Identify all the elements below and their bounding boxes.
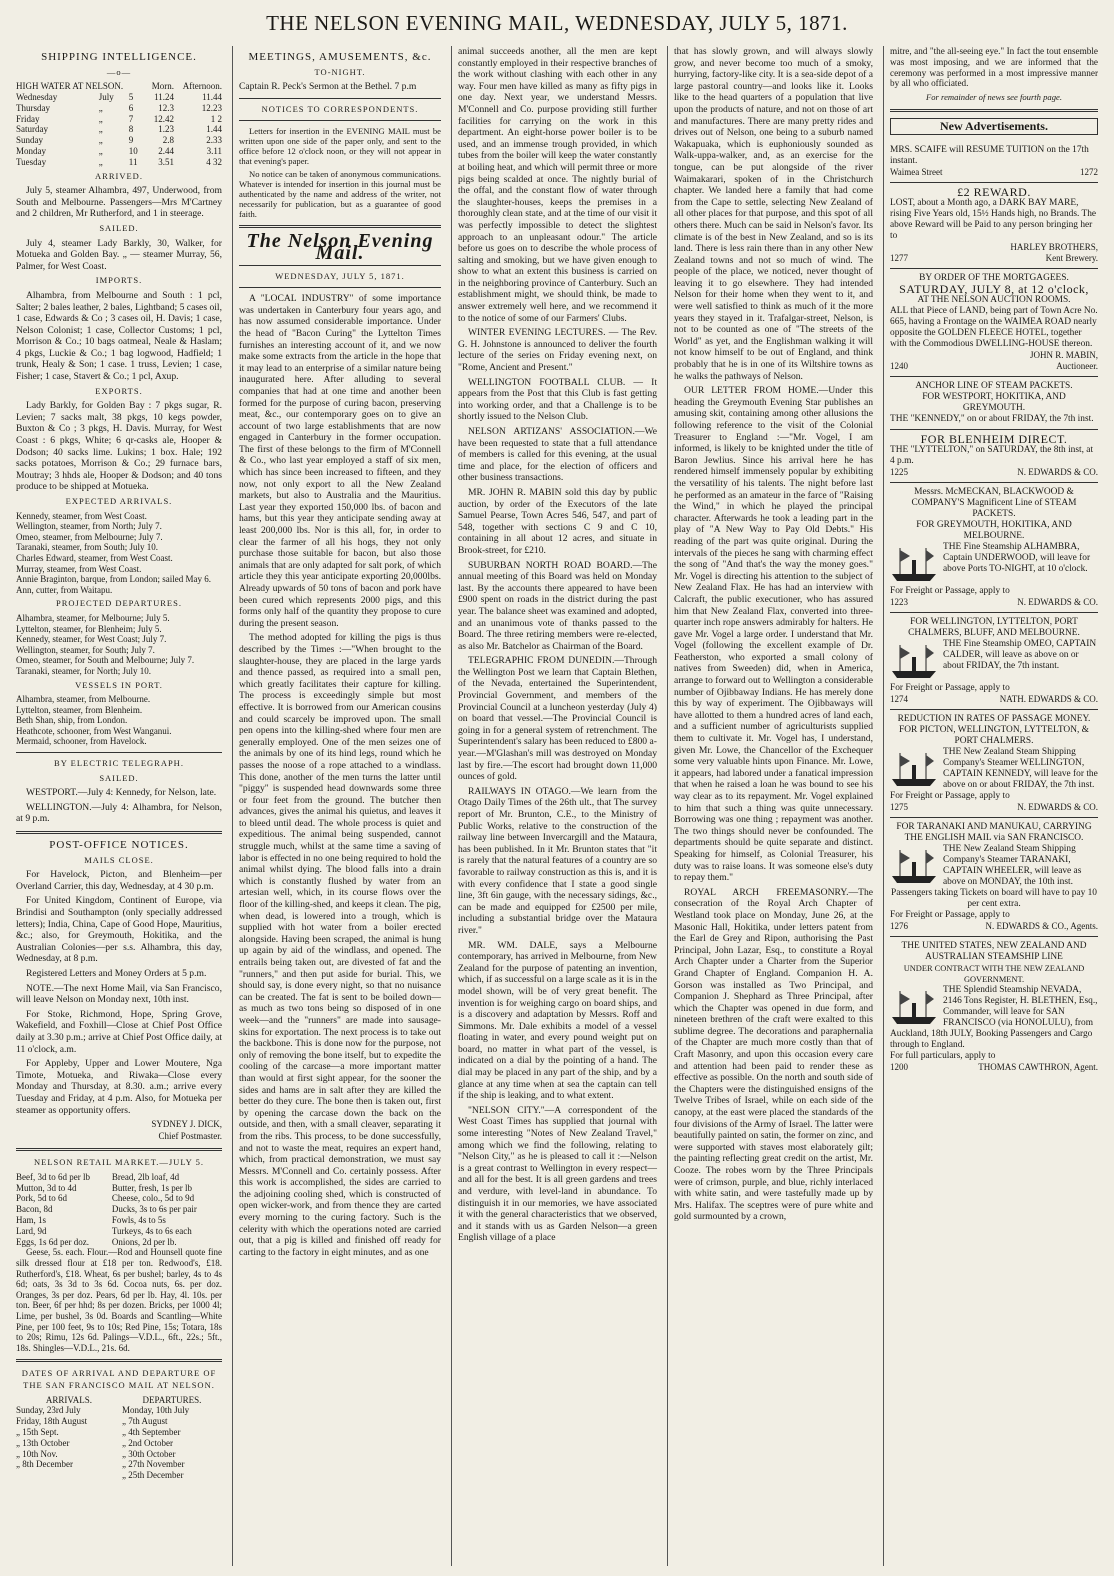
tide-row: Monday „ 10 2.44 3.11	[16, 145, 222, 156]
post-item: For United Kingdom, Continent of Europe, via Brindisi and Southampton (only specially addressed letters); India, China, Cape of Good Hope, Mauritius, &c.; also, for Greymouth, Hokitika, and the Australian Colonies—per s.s. Alhambra, this day, Wednesday, at 8 p.m.	[16, 895, 222, 965]
ad-mortgagees	[890, 269, 1098, 377]
ad-text: THE Fine Steamship ALHAMBRA, Captain UNDERWOOD, will leave for above Ports TO-NIGHT, at 10 o'clock.	[943, 541, 1091, 574]
masthead: THE NELSON EVENING MAIL, WEDNESDAY, JULY 5, 1871.	[266, 11, 848, 35]
news-item: RAILWAYS IN OTAGO.—We learn from the Otago Daily Times of the 26th ult., that The survey report of Mr. Brunton, C.E., to the Ministry of Public Works, relative to the construction of the railway line between Invercargill and the Mataura, has been published. In it Mr. Brunton states that "it is rarely that the natural features of a country are so favorable to railway construction as this is, and it is with every confidence that I state a good single line, 3ft 6in gauge, with the necessary sidings, &c., can be made and equipped for £2500 per mile, including a substantial bridge over the Mataura river."	[458, 785, 657, 936]
divider	[890, 109, 1098, 112]
ad-text: THE New Zealand Steam Shipping Company's Steamer TARANAKI, CAPTAIN WHEELER, will leave as above on MONDAY, the 10th inst.	[943, 843, 1082, 887]
list-item: Kennedy, steamer, from West Coast.	[16, 510, 147, 521]
article-continuation: mitre, and "the all-seeing eye." In fact the tout ensemble was most imposing, and we are informed that the ceremony was performed in a most impressive manner by all who officiated.	[890, 46, 1098, 89]
divider	[16, 752, 222, 753]
steamship-icon	[890, 846, 938, 886]
telegraph-item: WELLINGTON.—July 4: Alhambra, for Nelson, at 9 p.m.	[16, 801, 222, 825]
ad-nevada	[890, 937, 1098, 1077]
ad-text: ALL that Piece of LAND, being part of Town Acre No. 665, having a Frontage on the WAIMEA ROAD nearly opposite the GOLDEN FLEECE HOTEL, together with the Commodious DWELLING-HOUSE thereon.	[890, 305, 1098, 349]
table-row: Pork, 5d to 6d Cheese, colo., 5d to 9d	[16, 1193, 195, 1204]
ad-agent: THOMAS CAWTHRON, Agent.	[978, 1061, 1098, 1072]
news-item: OUR LETTER FROM HOME.—Under this heading the Greymouth Evening Star publishes an amusing skit, containing among other allusions the following reference to the visit of the Colonial Treasurer to England :—"Mr. Vogel, I am informed, is likely to be knighted under the title of Baron Jewlius. Since his arrival here he has rendered himself immensely popular by exhibiting the versatility of his talents. The night before last he performed as an amateur in the farce of "Raising the Wind," in which he played the principal character. Afterwards he took a leading part in the play of "A New Way to Pay Old Debts." His reading of the part was quite original. During the intervals of the pieces he sang with charming effect the song of "And that's the way the money goes." Mr. Vogel is directing his attention to the subject of New Zealand Flax. He has had an interview with Calcraft, the public executioner, who has assured him that New Zealand Flax, converted into three-quarter inch rope answers admirably for halters. He gave Mr. Vogel a large order. I understand that Mr. Vogel (following the excellent example of Dr. Featherston, who exported a small colony of natives from Sweeden) did, when in America, arrange to forward out to Wellington a considerable number of Ojibbaway Indians. He has merely done this by way of experiment. The Ojibbaways will have allotted to them a hundred acres of land each, and a sufficient number of agriculturists supplied them to cultivate it. Mr. Vogel has, I understand, given Mr. Lowe, the Chancellor of the Exchequer some very valuable hints upon Finance. Mr. Lowe, it appears, had labored under a fanatical impression that when he raised a loan he was bound to see his way clear as to its repayment. Mr. Vogel explained to him that such a thing was quite unnecessary. Borrowing was one thing ; repayment was another. The two things should never be confounded. The departments should be quite separate and distinct. Speaking for himself, as Colonial Treasurer, his duty was to raise loans. It was someone else's duty to repay them."	[674, 385, 873, 884]
telegraph-sailed: SAILED.	[99, 772, 139, 783]
tide-row: Thursday „ 6 12.3 12.23	[16, 102, 222, 113]
notice-text: No notice can be taken of anonymous communications. Whatever is intended for insertion in this journal must be authenticated by the name and address of the writer, not necessarily for publication, but as a guarantee of good faith.	[239, 169, 441, 220]
ad-route: FOR GREYMOUTH, HOKITIKA, AND MELBOURNE.	[916, 519, 1072, 541]
list-item: Annie Braginton, barque, from London; sailed May 6.	[16, 574, 211, 585]
divider	[239, 98, 441, 99]
ad-number: 1275	[890, 801, 908, 812]
mail-dates-title: DATES OF ARRIVAL AND DEPARTURE OF THE SAN FRANCISCO MAIL AT NELSON.	[21, 1368, 217, 1390]
ad-freight: For Freight or Passage, apply to	[890, 585, 1010, 596]
table-row: Bacon, 8d Ducks, 3s to 6s per pair	[16, 1204, 197, 1215]
ornament: —o—	[106, 66, 132, 77]
news-item: MR. WM. DALE, says a Melbourne contemporary, has arrived in Melbourne, from New Zealand for the purpose of patenting an invention, which, if as successful on a large scale as it is in the model shown, will be of very great benefit. The invention is for weighing cargo on board ships, and is a discovery and adaptation by Messrs. Roff and Simmons. Mr. Dale exhibits a model of a vessel floating in water, and every pound weight put on board, no matter in what part of the vessel, is indicated on a dial by the pointing of a hand. The dial may be placed in any part of the ship, and by a glance at any time when at sea the captain can tell if the ship is leaking, and to what extent.	[458, 939, 657, 1102]
ad-title: FOR BLENHEIM DIRECT.	[920, 431, 1068, 446]
morn-head: Morn.	[151, 81, 175, 92]
news-item: MR. JOHN R. MABIN sold this day by public auction, by order of the Executors of the late Samuel Pearse, Town Acres 546, 547, and part of 548, together with sections C 9 and C 10, containing in all about 12 acres, and situate in Brook-street, for £210.	[458, 486, 657, 556]
ad-route: FOR PICTON, WELLINGTON, LYTTELTON, & PORT CHALMERS.	[899, 724, 1089, 746]
arrivals-head: ARRIVALS.	[45, 1394, 93, 1405]
ad-agent: N. EDWARDS & CO.	[1017, 596, 1098, 607]
post-item: NOTE.—The next Home Mail, via San Francisco, will leave Nelson on Monday next, 10th inst.	[16, 982, 222, 1006]
shipping-title: SHIPPING INTELLIGENCE.	[41, 51, 197, 63]
ad-title: £2 REWARD.	[957, 184, 1031, 199]
table-row: Eggs, 1s 6d per doz. Onions, 2d per lb.	[16, 1236, 177, 1247]
remainder-note: For remainder of news see fourth page.	[926, 92, 1062, 103]
ad-blenheim	[890, 430, 1098, 483]
ad-route: FOR TARANAKI AND MANUKAU, CARRYING THE ENGLISH MAIL via SAN FRANCISCO.	[896, 821, 1092, 843]
ad-scaife	[890, 141, 1098, 183]
ad-agent: N. EDWARDS & CO.	[1017, 801, 1098, 812]
ad-freight: For Freight or Passage, apply to	[890, 682, 1010, 693]
column-1	[10, 46, 228, 1566]
ad-text: LOST, about a Month ago, a DARK BAY MARE, rising Five Years old, 15½ Hands high, no Brands. The above Reward will be Paid to any person bringing her to	[890, 197, 1097, 241]
list-item: Alhambra, steamer, for Melbourne; July 5.	[16, 612, 170, 623]
list-item: Wellington, steamer, from North; July 7.	[16, 521, 162, 532]
paper-date: WEDNESDAY, JULY 5, 1871.	[275, 270, 405, 281]
tide-row: Wednesday July 5 11.24 11.44	[16, 91, 222, 102]
steamship-icon	[890, 987, 938, 1027]
ad-number: 1272	[1080, 166, 1098, 177]
ad-route: FOR WESTPORT, HOKITIKA, AND GREYMOUTH.	[922, 391, 1066, 413]
ad-reward	[890, 183, 1098, 269]
high-water-table	[16, 81, 222, 167]
ad-subtitle: UNDER CONTRACT WITH THE NEW ZEALAND GOVERNMENT.	[903, 963, 1085, 984]
ad-name: JOHN R. MABIN,	[1029, 349, 1098, 360]
table-row: Sunday, 23rd July Monday, 10th July	[16, 1405, 190, 1416]
departures-head: DEPARTURES.	[142, 1394, 202, 1405]
list-item: Alhambra, steamer, from Melbourne.	[16, 694, 151, 705]
list-item: Omeo, steamer, for South and Melbourne; July 7.	[16, 655, 195, 666]
list-item: Beth Shan, ship, from London.	[16, 715, 128, 726]
telegraph-item: WESTPORT.—July 4: Kennedy, for Nelson, late.	[26, 787, 217, 799]
postmaster-title: Chief Postmaster.	[158, 1130, 222, 1141]
ad-number: 1240	[890, 360, 908, 371]
ad-date: SATURDAY, JULY 8, at 12 o'clock,	[899, 281, 1089, 296]
table-row: Ham, 1s Fowls, 4s to 5s	[16, 1215, 166, 1226]
list-item: Lyttelton, steamer, for Blenheim; July 5.	[16, 623, 162, 634]
list-item: Omeo, steamer, from Melbourne; July 7.	[16, 531, 163, 542]
notice-text: Letters for insertion in the EVENING MAIL must be written upon one side of the paper only, and sent to the office before 12 o'clock noon, or they will not appear in that evening's paper.	[239, 126, 441, 167]
mails-close: MAILS CLOSE.	[84, 854, 154, 865]
list-item: Ann, cutter, from Waitapu.	[16, 584, 113, 595]
post-item: For Appleby, Upper and Lower Moutere, Nga Timote, Motueka, and Riwaka—Close every Monday and Thursday, at 8.30. a.m.; arrive every Tuesday and Friday, at 4 p.m. Also, for Motueka per steamer as opportunity offers.	[16, 1058, 222, 1116]
table-row: „ 10th Nov. „ 30th October	[16, 1448, 176, 1459]
tide-row: Sunday „ 9 2.8 2.33	[16, 135, 222, 146]
column-2	[232, 46, 447, 1566]
ad-number: 1225	[890, 466, 908, 477]
ad-mcmeckan	[890, 483, 1098, 613]
news-item: ROYAL ARCH FREEMASONRY.—The consecration of the Royal Arch Chapter of Westland took place on Monday, June 26, at the Masonic Hall, Hokitika, under letters patent from the Earl de Grey and Ripon, authorising the Past Principal, John Lazar, Esq., to constitute a Royal Arch Chapter under a Charter from the Superior Grand Chapter of England. Companion H. A. Gorson was installed as Two Principal, and Companion J. Shephard as Three Principal, after which the Chapter was opened in due form, and nineteen brethren of the craft were exalted to this sublime degree. The decorations and paraphernalia of the Chapter are much more costly than that of Craft Masonry, and upon this occasion every care and attention had been paid to render these as effective as possible. On the north and south side of the Chapters were the distinguished ensigns of the Twelve Tribes of Israel, while on each side of the canopy, at the east were placed the standards of the four divisions of the Army of Israel. The latter were beautifully painted on satin, the former on zinc, and were supported with staves most elaborately gilt; the painting reflecting great credit on the artist, Mr. Cooze. The robes worn by the Three Principals were of crimson, purple, and blue, richly interlaced with white satin, and were tastefully made up by Mrs. Halifax. The sceptres were of pure white and gold surmounted by a crown,	[674, 886, 873, 1223]
ad-text: THE "LYTTELTON," on SATURDAY, the 8th inst, at 4 p.m.	[890, 444, 1094, 466]
table-row: „ 15th Sept. „ 4th September	[16, 1426, 181, 1437]
list-item: Heathcote, schooner, from West Wanganui.	[16, 725, 172, 736]
ad-reduction	[890, 710, 1098, 818]
ad-taranaki	[890, 818, 1098, 937]
list-item: Charles Edward, steamer, from West Coast.	[16, 552, 173, 563]
ad-route: FOR WELLINGTON, LYTTELTON, PORT CHALMERS, BLUFF, AND MELBOURNE.	[908, 616, 1080, 638]
post-item: For Havelock, Picton, and Blenheim—per Overland Carrier, this day, Wednesday, at 4 30 p.m.	[16, 869, 222, 892]
divider	[239, 120, 441, 121]
news-item: SUBURBAN NORTH ROAD BOARD.—The annual meeting of this Board was held on Monday last. By the accounts there appeared to have been £900 spent on roads in the district during the past year. The balance sheet was examined and adopted, and an unanimous vote of thanks passed to the Board. The three retiring members were re-elected, as also Mr. Batchelor as Chairman of the Board.	[458, 559, 657, 652]
list-item: Taranaki, steamer, from South; July 10.	[16, 542, 158, 553]
ad-agent: N. EDWARDS & CO., Agents.	[985, 920, 1098, 931]
table-row: Mutton, 3d to 4d Butter, fresh, 1s per lb	[16, 1182, 192, 1193]
high-water-head: HIGH WATER AT NELSON.	[16, 81, 124, 92]
steamship-icon	[890, 544, 938, 584]
paper-title: The Nelson Evening Mail.	[246, 230, 434, 264]
ad-title: Messrs. McMECKAN, BLACKWOOD & COMPANY'S Magnificent Line of STEAM PACKETS.	[911, 486, 1077, 519]
ad-address: Waimea Street	[890, 166, 943, 177]
ad-agent: NATH. EDWARDS & CO.	[999, 693, 1098, 704]
imports-text: Alhambra, from Melbourne and South : 1 pcl, Salter; 2 bales leather, 2 bales, Lightband; 5 cases oil, 1 case, Edwards & Co ; 3 cases oil, H. Davis; 1 case, Nelson Colonist; 1 case, Collector Customs; 1 pcl, Morrison & Co.; 10 bags oatmeal, Neale & Haslam; 4 pkgs, Luckie & Co.; 1 bag logwood, Hadfield; 1 trunk, Healy & Son; 1 case. 1 truss, Levien; 1 case, Fisher; 1 case, Stavert & Co.; 1 pcl, Axup.	[16, 289, 222, 383]
market-text: Geese, 5s. each. Flour.—Rod and Hounsell quote fine silk dressed flour at £18 per ton. Redwood's, £18. Rutherford's, £18. Wheat, 6s per bushel; barley, 4s to 4s 6d; oats, 3s 3d to 3s 6d. Cocoa nuts, 6s. per doz. Oranges, 3s per doz. Pears, 6d per lb. Hay, 4l. 10s. per ton. Beer, 6f per hhd; 8s per dozen. Bricks, per 1000 4l; Lime, per bushel, 3s 0d. Boards and Scantling—White Pine, per 100 feet, 9s to 10s; Red Pine, 15s; Totara, 18s to 20s; Rimu, 12s 6d. Palings—V.D.L., 6ft., 22s.; 5ft., 18s. Shingles—V.D.L., 21s. 6d.	[16, 1247, 222, 1353]
vessels-head: VESSELS IN PORT.	[75, 679, 163, 690]
arrived-head: ARRIVED.	[95, 170, 143, 181]
divider	[16, 831, 222, 834]
ad-title: BY ORDER OF THE MORTGAGEES.	[919, 272, 1069, 283]
ad-name: HARLEY BROTHERS,	[1010, 241, 1098, 252]
post-item: For Stoke, Richmond, Hope, Spring Grove, Wakefield, and Foxhill—Close at Chief Post Office daily at 3.30 p.m.; arrive at Chief Post Office daily, at 11 o'clock, a.m.	[16, 1008, 222, 1055]
afternoon-head: Afternoon.	[182, 81, 222, 92]
expected-head: EXPECTED ARRIVALS.	[65, 496, 173, 506]
table-row: „ 13th October „ 2nd October	[16, 1437, 173, 1448]
list-item: Mermaid, schooner, from Havelock.	[16, 736, 147, 747]
news-item: NELSON ARTIZANS' ASSOCIATION.—We have been requested to state that a full attendance of members is called for this evening, at the usual time and place, for the election of officers and other business transactions.	[458, 426, 657, 484]
postmaster-name: SYDNEY J. DICK,	[151, 1119, 222, 1130]
table-row: Lard, 9d Turkeys, 4s to 6s each	[16, 1225, 192, 1236]
imports-head: IMPORTS.	[95, 275, 143, 286]
tide-row: Tuesday „ 11 3.51 4 32	[16, 156, 222, 167]
table-row: „ 25th December	[121, 1470, 184, 1481]
news-item: WINTER EVENING LECTURES. — The Rev. G. H. Johnstone is announced to deliver the fourth lecture of the series on Friday evening next, on "Rome, Ancient and Present."	[458, 327, 657, 374]
post-office-title: POST-OFFICE NOTICES.	[49, 839, 189, 852]
ad-full: For full particulars, apply to	[890, 1050, 996, 1061]
table-row: Friday, 18th August „ 7th August	[16, 1416, 168, 1427]
column-5	[883, 46, 1104, 1566]
tonight-head: TO-NIGHT.	[314, 66, 366, 77]
meetings-title: MEETINGS, AMUSEMENTS, &c.	[248, 51, 432, 63]
ad-number: 1200	[890, 1061, 908, 1072]
ad-omeo	[890, 613, 1098, 710]
steamship-icon	[890, 641, 938, 681]
divider	[239, 225, 441, 228]
mail-dates-table	[16, 1395, 222, 1481]
divider	[239, 265, 441, 266]
tide-row: Saturday „ 8 1.23 1.44	[16, 124, 222, 135]
projected-head: PROJECTED DEPARTURES.	[56, 598, 182, 609]
new-advertisements-title: New Advertisements.	[890, 118, 1098, 135]
ad-role: Auctioneer.	[1056, 360, 1098, 371]
news-item: TELEGRAPHIC FROM DUNEDIN.—Through the Wellington Post we learn that Captain Blethen, of the Nevada, entertained the Superintendent, Provincial Government, and members of the Provincial Council at a luncheon yesterday (July 4) on board that vessel.—The Provincial Council is going in for a general system of retrenchment. The Superintendent's salary has been reduced to £800 a-year.—M'Glashan's mill was destroyed on Monday last by fire.—The escort had brought down 11,000 ounces of gold.	[458, 655, 657, 783]
news-item: WELLINGTON FOOTBALL CLUB. — It appears from the Post that this Club is fast getting into working order, and that a Challenge is to be shortly issued to the Nelson Club.	[458, 376, 657, 423]
telegraph-head: BY ELECTRIC TELEGRAPH.	[54, 758, 184, 769]
ad-text: THE Splendid Steamship NEVADA, 2146 Tons Register, H. BLETHEN, Esq., Commander, will leave for SAN FRANCISCO (via HONOLULU), from Auckland, 18th JULY, Booking Passengers and Cargo through to England.	[890, 984, 1098, 1050]
ad-title: REDUCTION IN RATES OF PASSAGE MONEY.	[897, 713, 1091, 724]
list-item: Lyttelton, steamer, from Blenheim.	[16, 704, 143, 715]
list-item: Kennedy, steamer, for West Coast; July 7.	[16, 634, 167, 645]
article-paragraph: animal succeeds another, all the men are kept constantly employed in their respective branches of the work without clashing with each other in any way. Four men have killed as many as fifty pigs in one day. Next year, we understand Messrs. M'Connell and Co. purpose providing still further facilities for carrying on the work in this department. An eight-horse power boiler is to be used, and an immense trough provided, in which tubes from the boiler will keep the water constantly at boiling heat, and which will permit three or more pigs being scalded at once. The nightly burial of the offal, and the constant flow of water through the slaughter-houses, keeps the premises in a thoroughly clean state, and at the time of our visit it was perfectly impossible to detect the slightest approach to an unpleasant odour." The article before us goes on to describe the whole process of salting and smoking, but we have given enough to show to what an extent this business is carried on in the neighboring province of Canterbury. Such an establishment might, we should think, be made to answer extremely well here, and we recommend it to the notice of some of our Farmers' Clubs.	[458, 46, 657, 324]
market-title: NELSON RETAIL MARKET.—JULY 5.	[34, 1157, 204, 1168]
newspaper-page	[10, 46, 1104, 1566]
market-table	[16, 1172, 222, 1248]
table-row: „ 8th December „ 27th November	[16, 1459, 185, 1470]
ad-agent: N. EDWARDS & CO.	[1017, 466, 1098, 477]
sailed-head: SAILED.	[99, 222, 139, 233]
tide-row: Friday „ 7 12.42 1 2	[16, 113, 222, 124]
news-item: "NELSON CITY."—A correspondent of the West Coast Times has supplied that journal with some interesting "Notes of New Zealand Travel," among which we find the following, relating to "Nelson City," as he is pleased to call it :—Nelson is a great contrast to Wellington in every respect—and all for the best. It is all green gardens and trees and verdure, with level-land in abundance. To distinguish it in our memories, we have associated it with the general characteristics that we observed, and it stands with us as Garden Nelson—a green English village of a place	[458, 1104, 657, 1244]
article-paragraph: A "LOCAL INDUSTRY" of some importance was undertaken in Canterbury four years ago, and has now assumed considerable importance. Under the head of "Bacon Curing" the Lyttelton Times furnishes an interesting account of it, and we now make some extracts from the article in the hope that it may lead to an enterprise of a similar nature being inaugurated here. After alluding to several companies that had at one time and another been formed for the purpose of curing bacon, preserving meat, &c., our contemporary goes on to give an account of two large establishments that are now engaged in Canterbury in the former occupation. The first of these belongs to the firm of M'Connell & Co., who last year employed a staff of six men, which has since been increased to fifteen, and they now, not only export to all the New Zealand markets, but also to Australia and the Mauritius. Last year they exported 150,000 lbs. of bacon and hams, but this year they anticipate sending away at least 200,000 lbs. Nor is this all, for, in order to clear the farmer of all his hogs, they not only purchase those suitable for bacon, but also those animals that are only adapted for salt pork, of which article they this year anticipate exporting 20,000lbs. Already upwards of 50 tons of bacon and pork have been cured which represents 2000 pigs, and this forms only half of the quantity they propose to cure during the present season.	[239, 293, 441, 629]
ad-tickets: Passengers taking Tickets on board will have to pay 10 per cent extra.	[891, 887, 1097, 909]
list-item: Wellington, steamer, for South; July 7.	[16, 644, 155, 655]
ad-freight: For Freight or Passage, apply to	[890, 909, 1010, 920]
ad-text: THE "KENNEDY," on or about FRIDAY, the 7th inst.	[890, 413, 1094, 424]
notices-title: NOTICES TO CORRESPONDENTS.	[261, 103, 419, 114]
ad-number: 1277	[890, 252, 908, 263]
ad-place: AT THE NELSON AUCTION ROOMS.	[917, 294, 1071, 305]
exports-head: EXPORTS.	[95, 385, 143, 396]
exports-text: Lady Barkly, for Golden Bay : 7 pkgs sugar, R. Levien; 7 sacks malt, 38 pkgs, 10 kegs powder, Buxton & Co ; 3 pkgs, H. Davis. Murray, for West Coast : 6 pkgs, White; 6 qr-casks ale, Hooper & Dodson; 40 sacks lime. Lukins; 1 box. Hale; 192 sacks potatoes, Morrison & Co.; 29 furnace bars, Moutray; 3 hhds ale, Hooper & Dodson; and 40 tons produce to be shipped at Motueka.	[16, 400, 222, 493]
ad-title: THE UNITED STATES, NEW ZEALAND AND AUSTRALIAN STEAMSHIP LINE	[901, 940, 1087, 962]
ad-freight: For Freight or Passage, apply to	[890, 790, 1010, 801]
divider	[16, 1148, 222, 1151]
sailed-text: July 4, steamer Lady Barkly, 30, Walker, for Motueka and Golden Bay. „ — steamer Murray, 56, Palmer, for West Coast.	[16, 237, 222, 272]
tonight-item: Captain R. Peck's Sermon at the Bethel. 7 p.m	[239, 81, 417, 93]
ad-number: 1223	[890, 596, 908, 607]
divider	[16, 1359, 222, 1362]
ad-place: Kent Brewery.	[1045, 252, 1098, 263]
ad-title: ANCHOR LINE OF STEAM PACKETS.	[915, 380, 1073, 391]
steamship-icon	[890, 749, 938, 789]
ad-anchor-line	[890, 377, 1098, 430]
column-3	[451, 46, 663, 1566]
article-paragraph: The method adopted for killing the pigs is thus described by the Times :—"When brought to the slaughter-house, they are placed in the large yards and thence passed, as required into a small pen, which greatly facilitates their capture for killing. The process is exceedingly simple but most effective. It is borrowed from our American cousins and could scarcely be improved upon. The small pen opens into the killing-shed where four men are generally employed. One of the men seizes one of the animals by one of its hind legs, round which he passes the noose of a rope attached to a windlass. This done, another of the men turns the latter until "piggy" is suspended head downwards some three or four feet from the ground. The butcher then advances, gives the animal his quietus, and leaves it to bleed until dead. The whole process is quiet and expeditious. The animal being suspended, cannot struggle much, whilst at the same time a saving of labor is effected in no one being required to hold the animal whilst dying. The blood falls into a drain which is constantly flushed by water from an artesian well, which, in its course flows over the floor of the killing-shed, and keeps it clean. The pig, when dead, is lowered into a trough, which is supplied with hot water from a boiler erected alongside. Having been scraped, the animal is hung up again by aid of the windlass, and opened. The entrails being taken out, are divested of fat and the "runners," and then put aside for burial. This, we should say, is done every night, so that no nuisance can be created. The fat is sent to be boiled down—as much as two tons being so disposed of in one week—and the "runners" are made into sausage-skins for exportation. The next process is to take out the backbone. This is done now for the purpose, not only of removing the bone itself, but to expedite the cooling of the carcase—a more important matter than would at first sight appear, for the sooner the sides and hams are in salt after they are killed the better do they cure. The bone then is taken out, first by opening the carcase down the back on the outside, and then, with a small cleaver, separating it from the ribs. This process, to be done successfully, and not to waste the meat, requires an expert hand, which, from practical demonstration, we must say Messrs. M'Connell and Co. certainly possess. After this work is accomplished, the sides are carried to the adjoining cooling shed, which is constructed of open wicker-work, and from thence they are carted every morning to the curing factory. Such is the celerity with which the operations noted are carried out, that a pig is killed and finished off ready for carting to the factory in eight minutes, and as one	[239, 632, 441, 1258]
list-item: Murray, steamer, from West Coast.	[16, 563, 142, 574]
divider	[239, 287, 441, 288]
list-item: Taranaki, steamer, for North; July 10.	[16, 665, 151, 676]
ad-text: THE New Zealand Steam Shipping Company's Steamer WELLINGTON, CAPTAIN KENNEDY, will leave for the above on or about FRIDAY, the 7th inst.	[943, 746, 1098, 790]
post-item: Registered Letters and Money Orders at 5 p.m.	[26, 967, 207, 979]
arrived-text: July 5, steamer Alhambra, 497, Underwood, from South and Melbourne. Passengers—Mrs M'Cartney and 2 children, Mr Rutherford, and 1 in steerage.	[16, 185, 222, 220]
ad-text: THE Fine Steamship OMEO, CAPTAIN CALDER, will leave as above on or about FRIDAY, the 7th instant.	[943, 638, 1097, 671]
ad-text: MRS. SCAIFE will RESUME TUITION on the 17th instant.	[890, 144, 1089, 166]
ad-number: 1274	[890, 693, 908, 704]
column-4	[667, 46, 879, 1566]
table-row: Beef, 3d to 6d per lb Bread, 2lb loaf, 4d	[16, 1171, 180, 1182]
ad-number: 1276	[890, 920, 908, 931]
article-paragraph: that has slowly grown, and will always slowly grow, and never become too much of a smoky, hurrying, factory-like city. It is a sea-side depot of a large pastoral country—and looks like it. Looks like to the head quarters of a population that live upon the products of nature, and not on those of art and manufactures. There are many pretty rides and drives out of Nelson, one being to a suburb named Wakapuaka, which is euphoniously sounded as Walk-uppa-walker, and, as an exercise for the tongue, can be put alongside of the river Waimakarari, spoken of in the Christchurch chapter. We landed here a family that had come from the Cape to settle, selecting New Zealand of all other places for that purpose, and this spot of all others there. Much can be said in Nelson's favor. Its climate is of the best in New Zealand, and so is its land. There is less rain there than in any other New Zealand towns and not so much of wind. The people of the place, we noticed, never thought of leaving it to go elsewhere. They had intended Nelson for their home when they went to it, and were well satisfied to think as much of it the more years they stayed in it. Trafalgar-street, Nelson, is not to be counted as one of "The streets of the World" as yet, and the Englishman walking it will not know himself to be out of England, and think probably that he is in one of its Wiltshire towns as he walks the pathways of Nelson.	[674, 46, 873, 382]
